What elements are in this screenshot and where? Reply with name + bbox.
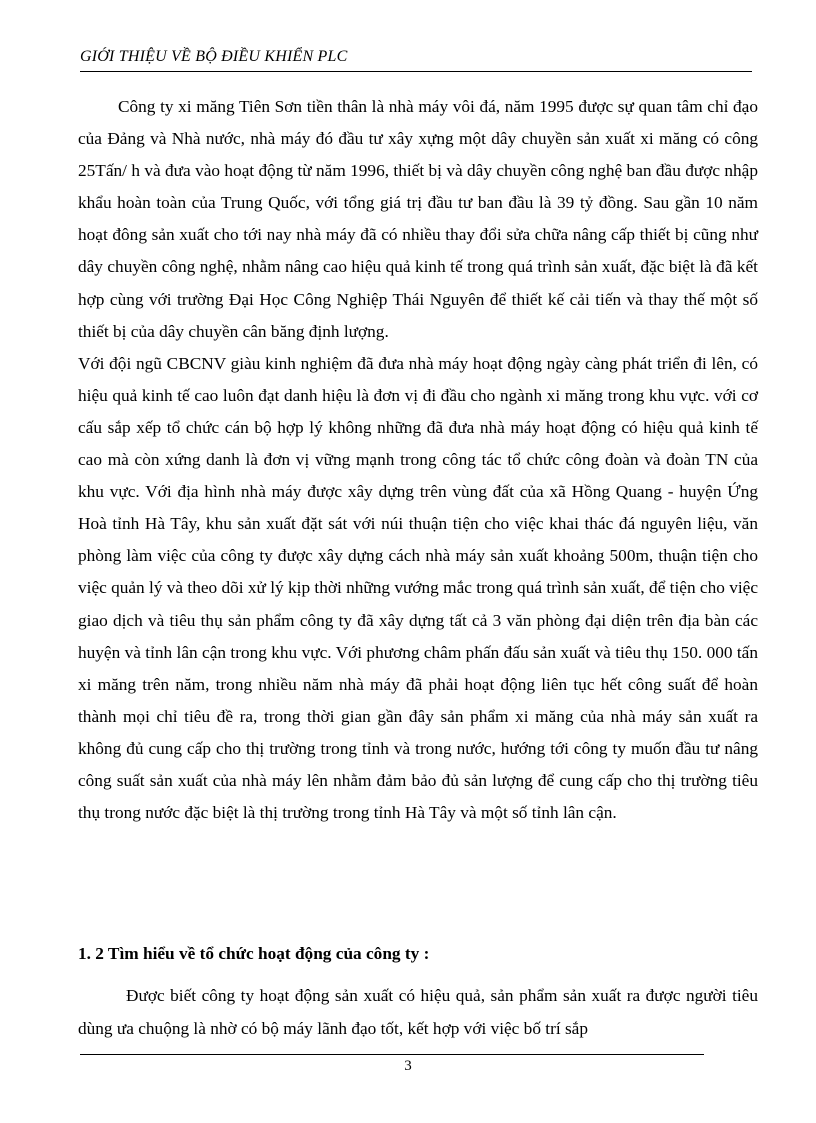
header-divider — [80, 71, 752, 72]
paragraph-company-history: Công ty xi măng Tiên Sơn tiền thân là nhà máy vôi đá, năm 1995 được sự quan tâm chỉ đạo của Đảng và Nhà nước, nhà máy đó đầu tư xây xựng một dây chuyền sản xuất xi măng có công 25Tấn/ h và đưa vào hoạt động từ năm 1996, thiết bị và dây chuyền công nghệ ban đầu được nhập khẩu hoàn toàn của Trung Quốc, với tổng giá trị đầu tư ban đầu là 39 tỷ đồng. Sau gần 10 năm hoạt đông sản xuất cho tới nay nhà máy đã có nhiều thay đổi sửa chữa nâng cấp thiết bị cũng như dây chuyền công nghệ, nhằm nâng cao hiệu quả kinh tế trong quá trình sản xuất, đặc biệt là đã kết hợp cùng với trường Đại Học Công Nghiệp Thái Nguyên để thiết kế cải tiến và thay thế một số thiết bị của dây chuyền cân băng định lượng. — [78, 97, 758, 341]
running-header: GIỚI THIỆU VỀ BỘ ĐIỀU KHIỂN PLC — [80, 48, 348, 65]
page-number: 3 — [404, 1058, 412, 1074]
paragraph-organization: Được biết công ty hoạt động sản xuất có hiệu quả, sản phẩm sản xuất ra được người tiêu dùng ưa chuộng là nhờ có bộ máy lãnh đạo tốt, kết hợp với việc bố trí sắp — [78, 986, 758, 1038]
paragraph-company-operations: Với đội ngũ CBCNV giàu kinh nghiệm đã đưa nhà máy hoạt động ngày càng phát triển đi lên, có hiệu quả kinh tế cao luôn đạt danh hiệu là đơn vị đi đầu cho ngành xi măng trong khu vực. với cơ cấu sắp xếp tổ chức cán bộ hợp lý không những đã đưa nhà máy hoạt động có hiệu quả kinh tế cao mà còn xứng danh là đơn vị vững mạnh trong công tác tổ chức công đoàn và đoàn TN của khu vực. Với địa hình nhà máy được xây dựng trên vùng đất của xã Hồng Quang - huyện Ứng Hoà tỉnh Hà Tây, khu sản xuất đặt sát với núi thuận tiện cho việc khai thác đá nguyên liệu, văn phòng làm việc của công ty được xây dựng cách nhà máy sản xuất khoảng 500m, thuận tiện cho việc quản lý và theo dõi xử lý kịp thời những vướng mắc trong quá trình sản xuất, để tiện cho việc giao dịch và tiêu thụ sản phẩm công ty đã xây dựng tất cả 3 văn phòng đại diện trên địa bàn các huyện và tỉnh lân cận trong khu vực. Với phương châm phấn đấu sản xuất và tiêu thụ 150. 000 tấn xi măng trên năm, trong nhiều năm nhà máy đã phải hoạt động liên tục hết công suất để hoàn thành mọi chỉ tiêu đề ra, trong thời gian gần đây sản phẩm xi măng của nhà máy sản xuất ra không đủ cung cấp cho thị trường trong tỉnh và trong nước, hướng tới công ty muốn đầu tư nâng công suất sản xuất của nhà máy lên nhằm đảm bảo đủ sản lượng để cung cấp cho thị trường tiêu thụ trong nước đặc biệt là thị trường trong tỉnh Hà Tây và một số tỉnh lân cận. — [78, 353, 758, 823]
section-body — [78, 980, 758, 1045]
section-heading: 1. 2 Tìm hiểu về tổ chức hoạt động của công ty : — [78, 944, 430, 963]
body-text — [78, 91, 758, 829]
footer-divider — [80, 1054, 704, 1055]
